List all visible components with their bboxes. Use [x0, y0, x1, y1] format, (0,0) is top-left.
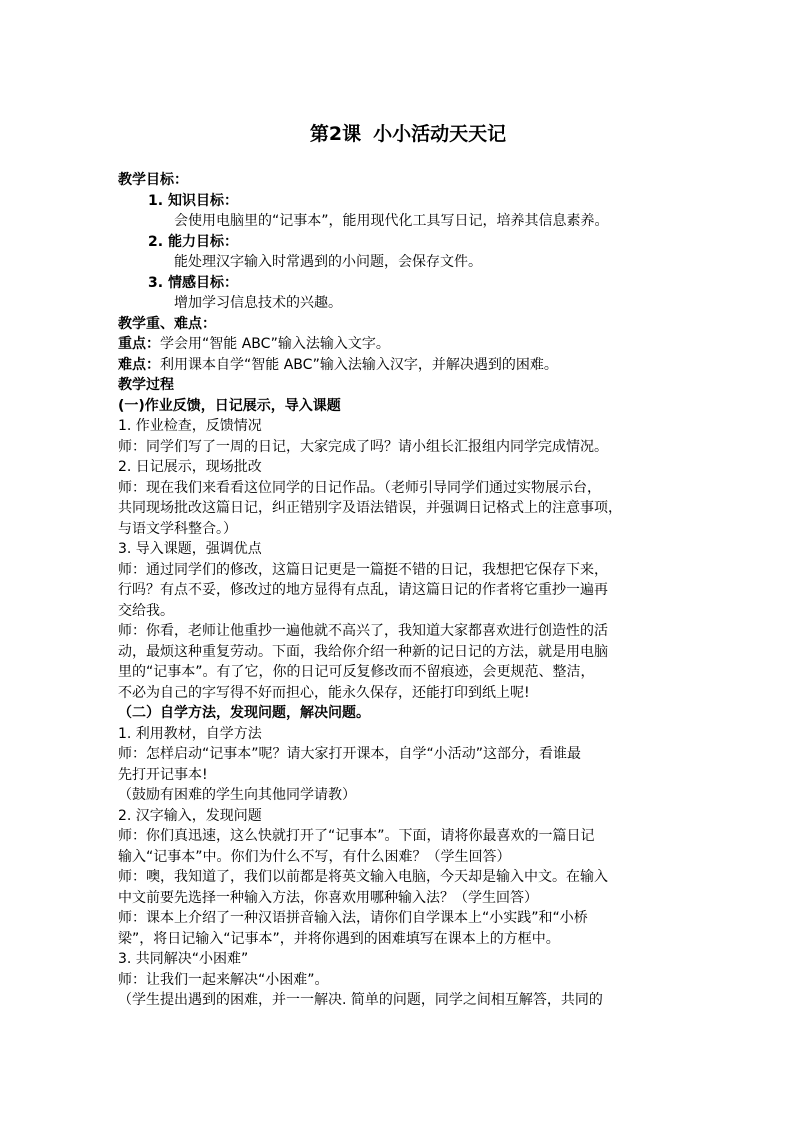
lesson-name: 小小活动天天记 [373, 123, 507, 145]
body-line: 师：让我们一起来解决“小困难”。 [118, 971, 329, 988]
document-page [118, 120, 686, 1011]
body-line: 师：同学们写了一周的日记，大家完成了吗？请小组长汇报组内同学完成情况。 [118, 438, 608, 455]
body-line: 师：你们真迅速，这么快就打开了“记事本”。下面，请将你最喜欢的一篇日记 [118, 828, 595, 844]
body-line: 与语文学科整合。） [118, 520, 237, 537]
body-line: 不必为自己的字写得不好而担心，能永久保存，还能打印到纸上呢! [118, 684, 530, 701]
page-title [130, 120, 686, 148]
step-heading: 3. 导入课题，强调优点 [118, 541, 262, 557]
body-line: 动，最烦这种重复劳动。下面，我给你介绍一种新的记日记的方法，就是用电脑 [118, 643, 608, 660]
section-heading: （二）自学方法，发现问题，解决问题。 [118, 705, 370, 721]
section-heading: (一)作业反馈，日记展示，导入课题 [118, 397, 341, 414]
objective-label: 3. 情感目标： [148, 274, 238, 291]
body-line: 师：怎样启动“记事本”呢？请大家打开课本，自学“小活动”这部分，看谁最 [118, 746, 582, 762]
difficult-point: 难点：利用课本自学“智能 ABC”输入法输入汉字，并解决遇到的困难。 [118, 356, 558, 373]
step-heading: 3. 共同解决“小困难” [118, 951, 249, 967]
body-line: 中文前要先选择一种输入方法，你喜欢用哪种输入法？（学生回答） [118, 889, 538, 906]
objective-text: 会使用电脑里的“记事本”，能用现代化工具写日记，培养其信息素养。 [174, 213, 609, 229]
body-line: 师：课本上介绍了一种汉语拼音输入法，请你们自学课本上“小实践”和“小桥 [118, 910, 588, 926]
body-line: 师：噢，我知道了，我们以前都是将英文输入电脑，今天却是输入中文。在输入 [118, 869, 608, 885]
step-heading: 2. 日记展示，现场批改 [118, 459, 262, 475]
objective-label: 1. 知识目标： [148, 192, 238, 209]
body-line: 里的“记事本”。有了它，你的日记可反复修改而不留痕迹，会更规范、整洁， [118, 664, 595, 680]
body-line: （学生提出遇到的困难，并一一解决. 简单的问题，同学之间相互解答，共同的 [118, 992, 603, 1008]
body-line: 共同现场批改这篇日记，纠正错别字及语法错误，并强调日记格式上的注意事项， [118, 500, 622, 516]
keypoints-heading: 教学重、难点： [118, 315, 216, 332]
key-point: 重点：学会用“智能 ABC”输入法输入文字。 [118, 336, 390, 352]
step-heading: 2. 汉字输入，发现问题 [118, 807, 262, 824]
body-line: 输入“记事本”中。你们为什么不写，有什么困难？（学生回答） [118, 848, 511, 865]
body-line: 师：通过同学们的修改，这篇日记更是一篇挺不错的日记，我想把它保存下来， [118, 561, 608, 578]
objective-label: 2. 能力目标： [148, 233, 238, 250]
body-line: 梁”，将日记输入“记事本”，并将你遇到的困难填写在课本上的方框中。 [118, 930, 560, 947]
process-heading: 教学过程 [118, 377, 174, 393]
body-line: 交给我。 [118, 602, 174, 619]
lesson-number: 第2课 [309, 123, 362, 145]
body-line: （鼓励有困难的学生向其他同学请教） [118, 787, 356, 803]
body-line: 师：你看，老师让他重抄一遍他就不高兴了，我知道大家都喜欢进行创造性的活 [118, 623, 608, 639]
step-heading: 1. 作业检查，反馈情况 [118, 418, 262, 434]
body-line: 师：现在我们来看看这位同学的日记作品。（老师引导同学们通过实物展示台， [118, 479, 601, 496]
step-heading: 1. 利用教材，自学方法 [118, 725, 262, 742]
objectives-heading: 教学目标： [118, 172, 188, 188]
body-line: 先打开记事本! [118, 766, 208, 783]
objective-text: 增加学习信息技术的兴趣。 [174, 295, 342, 311]
body-line: 行吗？有点不妥，修改过的地方显得有点乱，请这篇日记的作者将它重抄一遍再 [118, 582, 608, 598]
objective-text: 能处理汉字输入时常遇到的小问题，会保存文件。 [174, 254, 482, 270]
